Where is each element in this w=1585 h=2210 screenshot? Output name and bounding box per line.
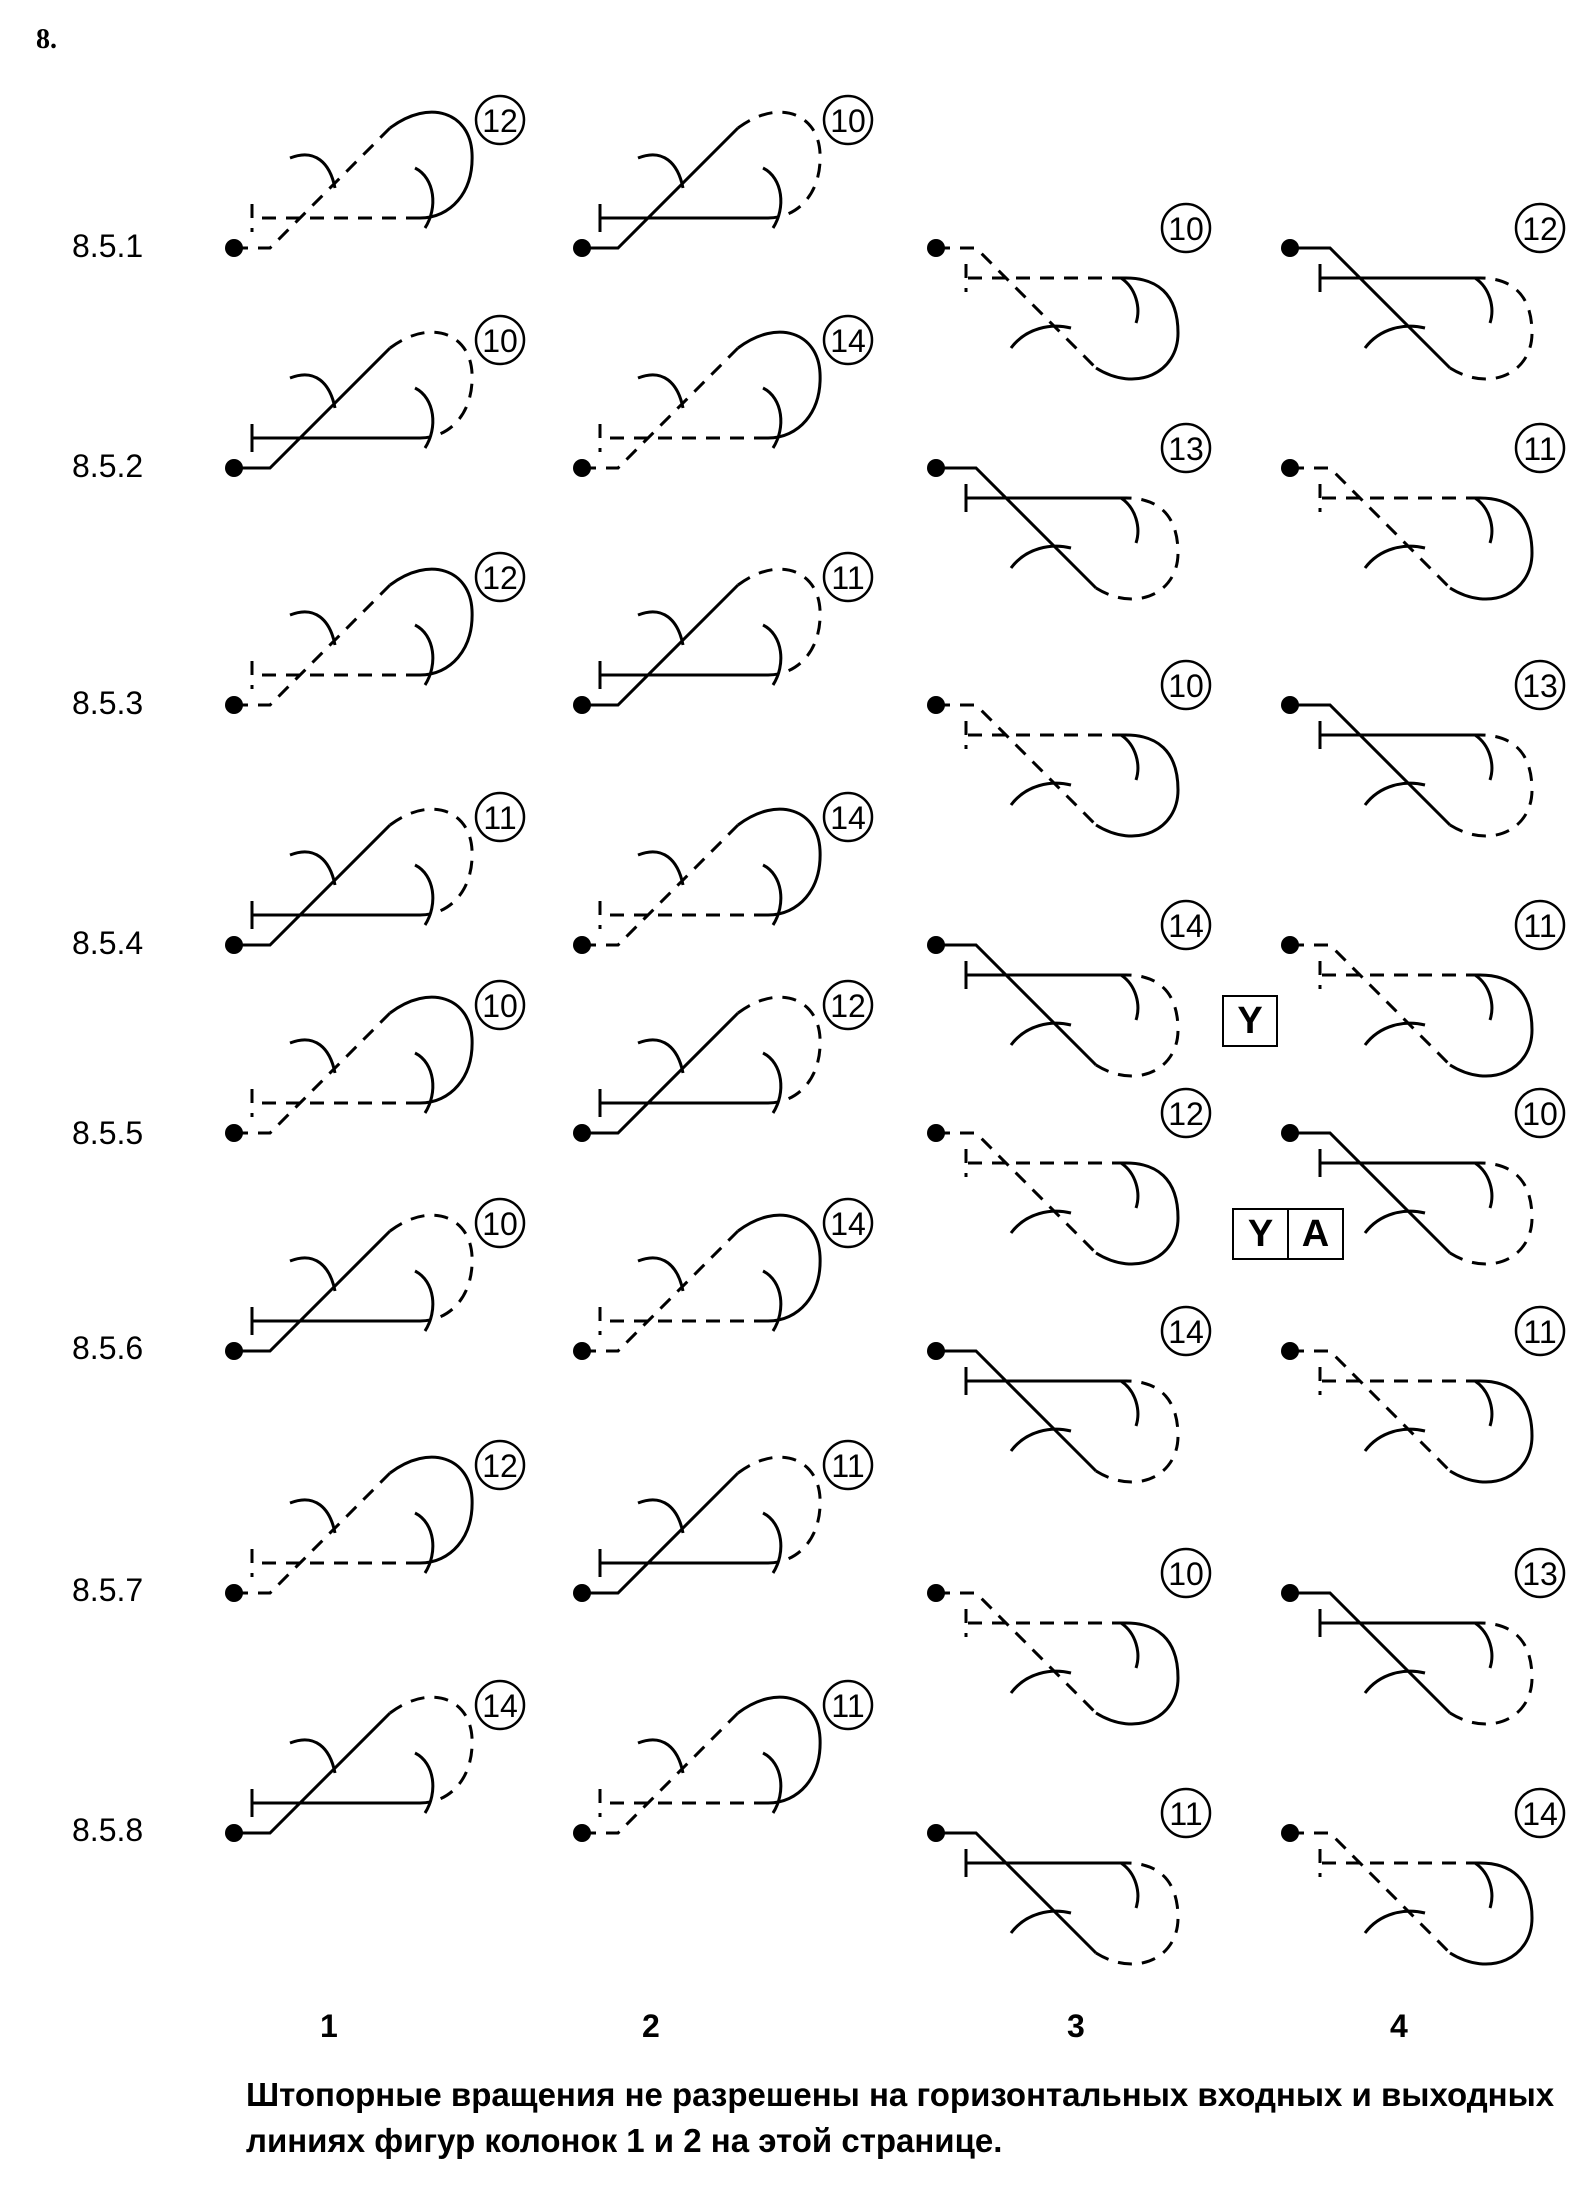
dive-line [936, 1833, 1096, 1953]
k-value-text: 12 [482, 560, 518, 596]
roll-arc [1365, 1671, 1425, 1693]
roll-arc [290, 1500, 335, 1533]
figure-2-1 [225, 316, 524, 477]
exit-line [1320, 1849, 1480, 1877]
roll-arc [1365, 326, 1425, 348]
loop-line [1450, 1163, 1532, 1264]
roll-arc [638, 155, 683, 188]
roll-arc [1011, 1429, 1071, 1451]
loop-line [738, 569, 820, 675]
climb-line [582, 585, 738, 705]
dive-line [936, 1593, 1096, 1713]
dive-line [1290, 1593, 1450, 1713]
roll-arc [1475, 1381, 1492, 1426]
row-label-8-5-5: 8.5.5 [72, 1115, 144, 1151]
loop-line [1096, 1623, 1178, 1724]
loop-line [1450, 1863, 1532, 1964]
climb-line [582, 128, 738, 248]
exit-line [1320, 721, 1480, 749]
k-value-text: 10 [482, 1206, 518, 1242]
loop-line [1450, 735, 1532, 836]
k-value-text: 13 [1168, 431, 1204, 467]
figure-7-2 [573, 1441, 872, 1602]
roll-arc [1475, 1863, 1492, 1908]
exit-line [966, 1367, 1126, 1395]
loop-line [390, 332, 472, 438]
dive-line [936, 945, 1096, 1065]
loop-line [738, 997, 820, 1103]
dive-line [936, 1133, 1096, 1253]
climb-line [234, 1473, 390, 1593]
roll-arc [1475, 735, 1492, 780]
figure-1-3 [927, 204, 1210, 379]
climb-line [582, 1713, 738, 1833]
climb-line [234, 585, 390, 705]
figure-2-2 [573, 316, 872, 477]
k-value-text: 13 [1522, 668, 1558, 704]
loop-line [738, 809, 820, 915]
k-value-text: 11 [483, 800, 517, 836]
k-value-text: 10 [1168, 211, 1204, 247]
roll-arc [638, 375, 683, 408]
exit-line [1320, 264, 1480, 292]
figure-3-4 [1281, 661, 1564, 836]
loop-line [390, 809, 472, 915]
k-value-text: 11 [831, 560, 865, 596]
exit-line [966, 1609, 1126, 1637]
loop-line [1096, 278, 1178, 379]
figure-8-4 [1281, 1789, 1564, 1964]
column-label-4: 4 [1390, 2008, 1408, 2044]
roll-arc [1475, 975, 1492, 1020]
k-value-text: 11 [831, 1448, 865, 1484]
k-value-text: 14 [1168, 908, 1204, 944]
dive-line [1290, 468, 1450, 588]
figure-3-2 [573, 553, 872, 714]
figure-5-3 [927, 1089, 1210, 1264]
roll-arc [1011, 1911, 1071, 1933]
figure-6-4 [1281, 1307, 1564, 1482]
exit-line [1320, 1367, 1480, 1395]
figure-7-1 [225, 1441, 524, 1602]
figure-1-2 [573, 96, 872, 257]
climb-line [582, 1231, 738, 1351]
exit-line [252, 1307, 420, 1335]
figure-8-1 [225, 1681, 524, 1842]
dive-line [1290, 705, 1450, 825]
loop-line [1096, 1381, 1178, 1482]
climb-line [234, 1713, 390, 1833]
climb-line [582, 825, 738, 945]
dive-line [936, 705, 1096, 825]
exit-line [600, 204, 768, 232]
loop-line [738, 1215, 820, 1321]
loop-line [1450, 975, 1532, 1076]
y-box [1222, 995, 1278, 1047]
column-label-3: 3 [1067, 2008, 1085, 2044]
ya-box-letter-a: A [1301, 1213, 1330, 1255]
dive-line [936, 248, 1096, 368]
k-value-text: 10 [482, 988, 518, 1024]
exit-line [1320, 1609, 1480, 1637]
roll-arc [638, 852, 683, 885]
row-label-8-5-2: 8.5.2 [72, 448, 144, 484]
exit-line [1320, 484, 1480, 512]
exit-line [966, 484, 1126, 512]
roll-arc [290, 375, 335, 408]
loop-line [1096, 1163, 1178, 1264]
y-box-letter: Y [1237, 1000, 1263, 1042]
k-value-text: 13 [1522, 1556, 1558, 1592]
k-value-text: 11 [1523, 431, 1557, 467]
roll-arc [290, 155, 335, 188]
roll-arc [638, 1500, 683, 1533]
figure-2-4 [1281, 424, 1564, 599]
exit-line [600, 1789, 768, 1817]
k-value-text: 12 [482, 103, 518, 139]
loop-line [1450, 498, 1532, 599]
row-label-8-5-1: 8.5.1 [72, 228, 144, 264]
k-value-text: 14 [830, 800, 866, 836]
dive-line [1290, 248, 1450, 368]
loop-line [738, 332, 820, 438]
loop-line [1450, 278, 1532, 379]
exit-line [600, 1549, 768, 1577]
loop-line [390, 1697, 472, 1803]
k-value-text: 10 [482, 323, 518, 359]
k-value-text: 10 [1168, 1556, 1204, 1592]
k-value-text: 12 [1168, 1096, 1204, 1132]
loop-line [738, 1457, 820, 1563]
exit-line [252, 661, 420, 689]
k-value-text: 11 [1523, 1314, 1557, 1350]
figure-8-3 [927, 1789, 1210, 1964]
roll-arc [1011, 1023, 1071, 1045]
loop-line [390, 1457, 472, 1563]
k-value-text: 11 [1523, 908, 1557, 944]
ya-box [1232, 1208, 1344, 1260]
roll-arc [638, 1040, 683, 1073]
roll-arc [1365, 783, 1425, 805]
row-label-8-5-8: 8.5.8 [72, 1812, 144, 1848]
exit-line [252, 1089, 420, 1117]
loop-line [1450, 1623, 1532, 1724]
k-value-text: 14 [830, 1206, 866, 1242]
roll-arc [1365, 1023, 1425, 1045]
k-value-text: 12 [482, 1448, 518, 1484]
k-value-text: 10 [1168, 668, 1204, 704]
loop-line [390, 1215, 472, 1321]
k-value-text: 14 [1168, 1314, 1204, 1350]
roll-arc [1365, 1911, 1425, 1933]
roll-arc [1011, 1671, 1071, 1693]
footnote: Штопорные вращения не разрешены на горизонтальных входных и выходных линиях фигур колонок 1 и 2 на этой странице. [246, 2076, 1555, 2159]
figure-6-2 [573, 1199, 872, 1360]
roll-arc [1121, 1623, 1138, 1668]
exit-line [252, 424, 420, 452]
roll-arc [1121, 735, 1138, 780]
roll-arc [1365, 546, 1425, 568]
row-label-8-5-7: 8.5.7 [72, 1572, 144, 1608]
ya-box-letter-y: Y [1234, 1210, 1289, 1258]
exit-line [600, 901, 768, 929]
exit-line [966, 1849, 1126, 1877]
row-label-8-5-4: 8.5.4 [72, 925, 144, 961]
roll-arc [1121, 1163, 1138, 1208]
k-value-text: 14 [1522, 1796, 1558, 1832]
climb-line [234, 128, 390, 248]
dive-line [1290, 945, 1450, 1065]
roll-arc [1011, 326, 1071, 348]
roll-arc [1011, 546, 1071, 568]
roll-arc [1475, 1623, 1492, 1668]
k-value-text: 12 [830, 988, 866, 1024]
roll-arc [1475, 498, 1492, 543]
roll-arc [638, 1258, 683, 1291]
row-label-8-5-6: 8.5.6 [72, 1330, 144, 1366]
roll-arc [290, 612, 335, 645]
roll-arc [1475, 278, 1492, 323]
roll-arc [1121, 278, 1138, 323]
climb-line [582, 348, 738, 468]
roll-arc [290, 1740, 335, 1773]
loop-line [390, 569, 472, 675]
climb-line [234, 825, 390, 945]
figure-6-1 [225, 1199, 524, 1360]
k-value-text: 14 [482, 1688, 518, 1724]
k-value-text: 10 [830, 103, 866, 139]
loop-line [1096, 975, 1178, 1076]
roll-arc [1475, 1163, 1492, 1208]
loop-line [1450, 1381, 1532, 1482]
loop-line [1096, 498, 1178, 599]
k-value-text: 14 [830, 323, 866, 359]
figure-7-3 [927, 1549, 1210, 1724]
climb-line [234, 348, 390, 468]
figure-6-3 [927, 1307, 1210, 1482]
figure-3-1 [225, 553, 524, 714]
column-label-2: 2 [642, 2008, 660, 2044]
climb-line [234, 1231, 390, 1351]
exit-line [252, 1549, 420, 1577]
exit-line [252, 204, 420, 232]
exit-line [966, 264, 1126, 292]
roll-arc [1121, 1863, 1138, 1908]
roll-arc [290, 852, 335, 885]
k-value-text: 11 [831, 1688, 865, 1724]
exit-line [600, 661, 768, 689]
row-label-8-5-3: 8.5.3 [72, 685, 144, 721]
roll-arc [1011, 1211, 1071, 1233]
figure-7-4 [1281, 1549, 1564, 1724]
figure-8-2 [573, 1681, 872, 1842]
k-value-text: 10 [1522, 1096, 1558, 1132]
dive-line [1290, 1833, 1450, 1953]
figure-2-3 [927, 424, 1210, 599]
roll-arc [1121, 975, 1138, 1020]
loop-line [390, 997, 472, 1103]
loop-line [738, 112, 820, 218]
roll-arc [638, 1740, 683, 1773]
page-number: 8. [36, 24, 57, 55]
figure-1-4 [1281, 204, 1564, 379]
figure-5-2 [573, 981, 872, 1142]
exit-line [1320, 961, 1480, 989]
loop-line [390, 112, 472, 218]
loop-line [1096, 1863, 1178, 1964]
exit-line [966, 961, 1126, 989]
figure-3-3 [927, 661, 1210, 836]
exit-line [1320, 1149, 1480, 1177]
exit-line [252, 1789, 420, 1817]
exit-line [600, 1307, 768, 1335]
exit-line [600, 424, 768, 452]
figure-4-4 [1281, 901, 1564, 1076]
exit-line [600, 1089, 768, 1117]
dive-line [936, 468, 1096, 588]
roll-arc [1365, 1211, 1425, 1233]
dive-line [936, 1351, 1096, 1471]
figure-5-1 [225, 981, 524, 1142]
roll-arc [1365, 1429, 1425, 1451]
roll-arc [638, 612, 683, 645]
climb-line [582, 1013, 738, 1133]
figure-4-1 [225, 793, 524, 954]
k-value-text: 11 [1169, 1796, 1203, 1832]
exit-line [966, 1149, 1126, 1177]
figure-4-2 [573, 793, 872, 954]
k-value-text: 12 [1522, 211, 1558, 247]
figure-4-3 [927, 901, 1210, 1076]
roll-arc [290, 1040, 335, 1073]
climb-line [234, 1013, 390, 1133]
roll-arc [1121, 1381, 1138, 1426]
climb-line [582, 1473, 738, 1593]
loop-line [738, 1697, 820, 1803]
exit-line [252, 901, 420, 929]
roll-arc [1011, 783, 1071, 805]
exit-line [966, 721, 1126, 749]
dive-line [1290, 1351, 1450, 1471]
figure-1-1 [225, 96, 524, 257]
roll-arc [1121, 498, 1138, 543]
loop-line [1096, 735, 1178, 836]
roll-arc [290, 1258, 335, 1291]
column-label-1: 1 [320, 2008, 338, 2044]
